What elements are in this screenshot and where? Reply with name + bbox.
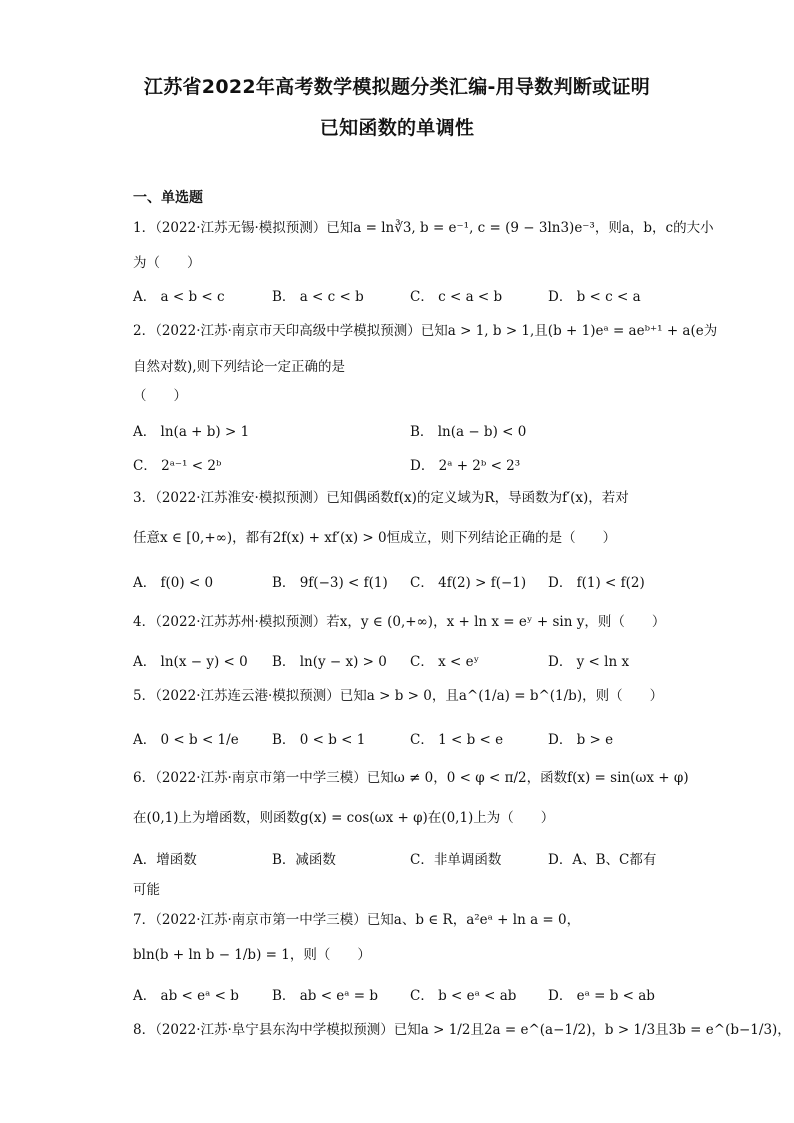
question-8-stem: 8．（2022·江苏·阜宁县东沟中学模拟预测）已知a > 1/2且2a = e^(a−1/2)，b > 1/3且3b = e^(b−1/3)， xyxy=(133,1022,791,1038)
document-title-line2: 已知函数的单调性 xyxy=(319,117,475,139)
question-5-stem: 5．（2022·江苏连云港·模拟预测）已知a > b > 0，且a^(1/a) = b^(1/b)，则（ ） xyxy=(133,688,664,704)
question-2-stem-cont2: （ ） xyxy=(133,388,187,404)
q3-option-d: D． f(1) < f(2) xyxy=(548,575,645,591)
question-4-stem: 4．（2022·江苏苏州·模拟预测）若x，y ∈ (0,+∞)，x + ln x = eʸ + sin y，则（ ） xyxy=(133,614,666,630)
q7-option-a: A． ab < eᵃ < b xyxy=(133,988,239,1004)
q2-option-d: D． 2ᵃ + 2ᵇ < 2³ xyxy=(410,458,521,474)
question-6-stem-cont: 在(0,1)上为增函数，则函数g(x) = cos(ωx + φ)在(0,1)上为（ ） xyxy=(133,810,555,826)
q3-option-a: A． f(0) < 0 xyxy=(133,575,214,591)
q6-option-d: D．A、B、C都有 xyxy=(548,852,657,868)
q4-option-a: A． ln(x − y) < 0 xyxy=(133,654,248,670)
section-heading: 一、单选题 xyxy=(133,190,203,206)
q6-option-c: C．非单调函数 xyxy=(410,852,502,868)
q6-option-d-cont: 可能 xyxy=(133,882,160,898)
question-2-stem-cont: 自然对数),则下列结论一定正确的是 xyxy=(133,359,346,375)
q5-option-c: C． 1 < b < e xyxy=(410,732,504,748)
question-2-stem: 2．（2022·江苏·南京市天印高级中学模拟预测）已知a > 1, b > 1,且(b + 1)eᵃ = aeᵇ⁺¹ + a(e为 xyxy=(133,323,718,339)
question-7-stem: 7．（2022·江苏·南京市第一中学三模）已知a、b ∈ R，a²eᵃ + ln a = 0， xyxy=(133,912,581,928)
q3-option-b: B． 9f(−3) < f(1) xyxy=(272,575,388,591)
q5-option-d: D． b > e xyxy=(548,732,614,748)
question-7-stem-cont: bln(b + ln b − 1/b) = 1，则（ ） xyxy=(133,947,371,963)
document-title-line1: 江苏省2022年高考数学模拟题分类汇编-用导数判断或证明 xyxy=(143,76,651,98)
question-3-stem: 3．（2022·江苏淮安·模拟预测）已知偶函数f(x)的定义域为R，导函数为f′(x)，若对 xyxy=(133,490,629,506)
q1-option-a: A． a < b < c xyxy=(133,289,225,305)
question-3-stem-cont: 任意x ∈ [0,+∞)，都有2f(x) + xf′(x) > 0恒成立，则下列结论正确的是（ ） xyxy=(133,530,617,546)
q5-option-a: A． 0 < b < 1/e xyxy=(133,732,239,748)
q4-option-b: B． ln(y − x) > 0 xyxy=(272,654,387,670)
question-6-stem: 6．（2022·江苏·南京市第一中学三模）已知ω ≠ 0，0 < φ < π/2，函数f(x) = sin(ωx + φ) xyxy=(133,770,689,786)
q2-option-a: A． ln(a + b) > 1 xyxy=(133,424,250,440)
q7-option-b: B． ab < eᵃ = b xyxy=(272,988,379,1004)
q4-option-c: C． x < eʸ xyxy=(410,654,480,670)
question-1-stem-cont: 为（ ） xyxy=(133,255,201,271)
q5-option-b: B． 0 < b < 1 xyxy=(272,732,366,748)
q2-option-b: B． ln(a − b) < 0 xyxy=(410,424,527,440)
question-1-stem: 1．（2022·江苏无锡·模拟预测）已知a = ln∛3, b = e⁻¹, c = (9 − 3ln3)e⁻³，则a，b，c的大小 xyxy=(133,220,714,236)
q1-option-c: C． c < a < b xyxy=(410,289,503,305)
q6-option-a: A．增函数 xyxy=(133,852,197,868)
q6-option-b: B．减函数 xyxy=(272,852,336,868)
q1-option-b: B． a < c < b xyxy=(272,289,364,305)
q1-option-d: D． b < c < a xyxy=(548,289,641,305)
q7-option-d: D． eᵃ = b < ab xyxy=(548,988,655,1004)
q2-option-c: C． 2ᵃ⁻¹ < 2ᵇ xyxy=(133,458,222,474)
q7-option-c: C． b < eᵃ < ab xyxy=(410,988,517,1004)
q4-option-d: D． y < ln x xyxy=(548,654,630,670)
q3-option-c: C． 4f(2) > f(−1) xyxy=(410,575,527,591)
